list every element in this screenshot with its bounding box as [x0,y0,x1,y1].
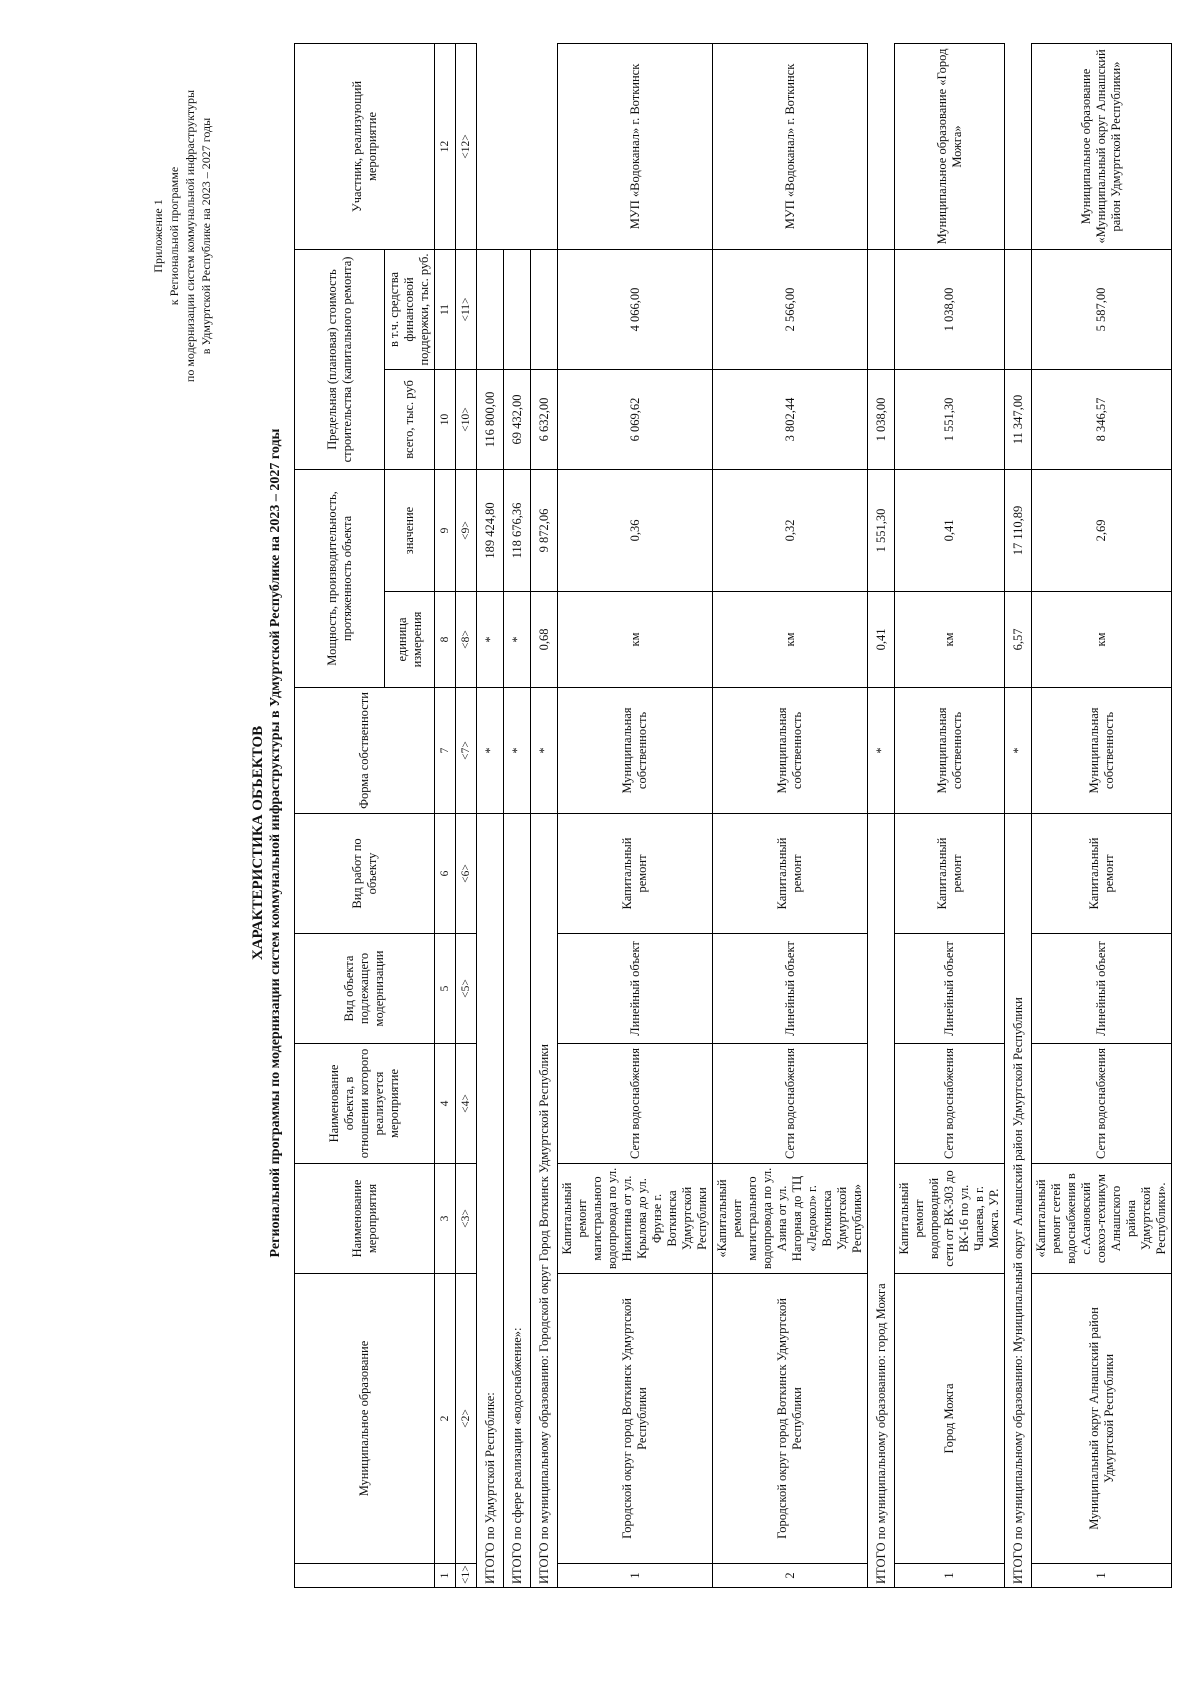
row-work-type: Капитальный ремонт [895,813,1005,933]
col-tag: <7> [456,687,477,813]
row-object-type: Линейный объект [1032,933,1172,1043]
group-total-participant [531,249,558,369]
header-object-type: Вид объекта подлежащего модернизации [295,933,435,1043]
row-cost-support: 1 038,00 [895,249,1005,369]
col-number: 11 [435,249,456,369]
col-tag: <4> [456,1043,477,1163]
row-ownership: Муниципальная собственность [895,687,1005,813]
table-row [558,43,713,1587]
header-capacity: Мощность, производительность, протяженность объекта [295,469,385,687]
document-subtitle: Региональной программы по модернизации систем коммунальной инфраструктуры в Удмуртской Республике на 2023 – 2027 годы [268,428,283,1258]
row-object: Сети водоснабжения [558,1043,713,1163]
row-number: 1 [895,1564,1005,1588]
header-work-type: Вид работ по объекту [295,813,435,933]
row-measure: Капитальный ремонт водопроводной сети от ВК-303 до ВК-16 по ул. Чапаева, в г. Можга. УР. [895,1163,1005,1273]
row-measure: «Капитальный ремонт сетей водоснабжения в с.Асановский совхоз-техникум Алнашского района Удмуртской Республики». [1032,1163,1172,1273]
row-cost-support: 4 066,00 [558,249,713,369]
col-tag: <9> [456,469,477,591]
col-number: 4 [435,1043,456,1163]
header-row-number [295,1564,435,1588]
total-republic-value: * [477,591,504,687]
row-value: 0,36 [558,469,713,591]
col-number: 2 [435,1273,456,1563]
row-number: 1 [558,1564,713,1588]
header-capacity-unit: единица измерения [385,591,435,687]
row-ownership: Муниципальная собственность [713,687,868,813]
row-measure: «Капитальный ремонт магистрального водопровода по ул. Азина от ул. Нагорная до ТЦ «Ледокол» г. Воткинска Удмуртской Республики» [713,1163,868,1273]
group-total-cost: 1 551,30 [868,469,895,591]
col-tag: <3> [456,1163,477,1273]
row-value: 2,69 [1032,469,1172,591]
col-number: 8 [435,591,456,687]
row-participant: МУП «Водоканал» г. Воткинск [713,43,868,249]
row-number: 1 [1032,1564,1172,1588]
header-capacity-value: значение [385,469,435,591]
row-work-type: Капитальный ремонт [713,813,868,933]
row-object-type: Линейный объект [895,933,1005,1043]
row-municipality: Город Можга [895,1273,1005,1563]
header-row-1 [295,43,385,1587]
objects-table [294,43,1172,1588]
group-total-label: ИТОГО по муниципальному образованию: Муниципальный округ Алнашский район Удмуртской Республики [1005,813,1032,1587]
total-sphere-label: ИТОГО по сфере реализации «водоснабжение»: [504,813,531,1587]
group-total-value: 0,41 [868,591,895,687]
table-row [713,43,868,1587]
group-total-unit: * [868,687,895,813]
total-sphere-row [504,43,531,1587]
document-title: ХАРАКТЕРИСТИКА ОБЪЕКТОВ [250,725,266,961]
row-unit: км [895,591,1005,687]
header-municipality: Муниципальное образование [295,1273,435,1563]
row-unit: км [1032,591,1172,687]
col-number: 5 [435,933,456,1043]
table-row [1032,43,1172,1587]
appendix-line-3: по модернизации систем коммунальной инфраструктуры [183,89,197,383]
col-number: 3 [435,1163,456,1273]
header-cost-total: всего, тыс. руб [385,369,435,469]
header-cost-support: в т.ч. средства финансовой поддержки, тыс. руб. [385,249,435,369]
col-tag: <11> [456,249,477,369]
row-participant: МУП «Водоканал» г. Воткинск [558,43,713,249]
total-republic-cost: 189 424,80 [477,469,504,591]
col-number: 12 [435,43,456,249]
column-number-row [435,43,456,1587]
table-row [895,43,1005,1587]
row-measure: Капитальный ремонт магистрального водопровода по ул. Никитина от ул. Крылова до ул. Фрунзе г. Воткинска Удмуртской Республики [558,1163,713,1273]
col-tag: <1> [456,1564,477,1588]
row-ownership: Муниципальная собственность [558,687,713,813]
group-total-cost: 9 872,06 [531,469,558,591]
header-participant: Участник, реализующий мероприятие [295,43,435,249]
row-object-type: Линейный объект [558,933,713,1043]
group-total-row [531,43,558,1587]
row-participant: Муниципальное образование «Город Можга» [895,43,1005,249]
col-tag: <8> [456,591,477,687]
group-total-support: 1 038,00 [868,369,895,469]
row-cost-support: 5 587,00 [1032,249,1172,369]
row-cost-support: 2 566,00 [713,249,868,369]
group-total-value: 0,68 [531,591,558,687]
row-unit: км [558,591,713,687]
col-number: 7 [435,687,456,813]
group-total-support: 11 347,00 [1005,369,1032,469]
total-republic-participant [477,249,504,369]
total-republic-label: ИТОГО по Удмуртской Республике: [477,813,504,1587]
total-sphere-support: 69 432,00 [504,369,531,469]
group-total-participant [1005,249,1032,369]
col-number: 9 [435,469,456,591]
column-tag-row [456,43,477,1587]
row-value: 0,41 [895,469,1005,591]
total-republic-support: 116 800,00 [477,369,504,469]
header-object-name: Наименование объекта, в отношении которого реализуется мероприятие [295,1043,435,1163]
group-total-row [868,43,895,1587]
row-unit: км [713,591,868,687]
group-total-unit: * [531,687,558,813]
appendix-line-2: к Региональной программе [167,166,181,306]
total-republic-row [477,43,504,1587]
group-total-row [1005,43,1032,1587]
group-total-participant [868,249,895,369]
header-ownership: Форма собственности [295,687,435,813]
col-tag: <2> [456,1273,477,1563]
header-measure-name: Наименование мероприятия [295,1163,435,1273]
row-municipality: Муниципальный округ Алнашский район Удмуртской Республики [1032,1273,1172,1563]
col-number: 1 [435,1564,456,1588]
row-object: Сети водоснабжения [1032,1043,1172,1163]
row-ownership: Муниципальная собственность [1032,687,1172,813]
col-tag: <5> [456,933,477,1043]
col-tag: <12> [456,43,477,249]
row-cost-total: 6 069,62 [558,369,713,469]
appendix-line-1: Приложение 1 [151,199,165,273]
row-cost-total: 1 551,30 [895,369,1005,469]
group-total-unit: * [1005,687,1032,813]
total-sphere-value: * [504,591,531,687]
group-total-support: 6 632,00 [531,369,558,469]
row-cost-total: 8 346,57 [1032,369,1172,469]
group-total-value: 6,57 [1005,591,1032,687]
row-number: 2 [713,1564,868,1588]
col-tag: <6> [456,813,477,933]
col-tag: <10> [456,369,477,469]
row-object: Сети водоснабжения [713,1043,868,1163]
total-sphere-participant [504,249,531,369]
row-object-type: Линейный объект [713,933,868,1043]
row-object: Сети водоснабжения [895,1043,1005,1163]
row-work-type: Капитальный ремонт [558,813,713,933]
group-total-cost: 17 110,89 [1005,469,1032,591]
group-total-label: ИТОГО по муниципальному образованию: город Можга [868,813,895,1587]
row-work-type: Капитальный ремонт [1032,813,1172,933]
row-municipality: Городской округ город Воткинск Удмуртской Республики [713,1273,868,1563]
total-sphere-cost: 118 676,36 [504,469,531,591]
appendix-note [150,16,214,456]
total-sphere-unit: * [504,687,531,813]
col-number: 10 [435,369,456,469]
row-municipality: Городской округ город Воткинск Удмуртской Республики [558,1273,713,1563]
total-republic-unit: * [477,687,504,813]
appendix-line-4: в Удмуртской Республике на 2023 – 2027 годы [199,117,213,355]
group-total-label: ИТОГО по муниципальному образованию: Городской округ Город Воткинск Удмуртской Республики [531,813,558,1587]
row-value: 0,32 [713,469,868,591]
row-participant: Муниципальное образование «Муниципальный округ Алнашский район Удмуртской Республики» [1032,43,1172,249]
row-cost-total: 3 802,44 [713,369,868,469]
header-cost: Предельная (плановая) стоимость строительства (капитального ремонта) [295,249,385,469]
col-number: 6 [435,813,456,933]
